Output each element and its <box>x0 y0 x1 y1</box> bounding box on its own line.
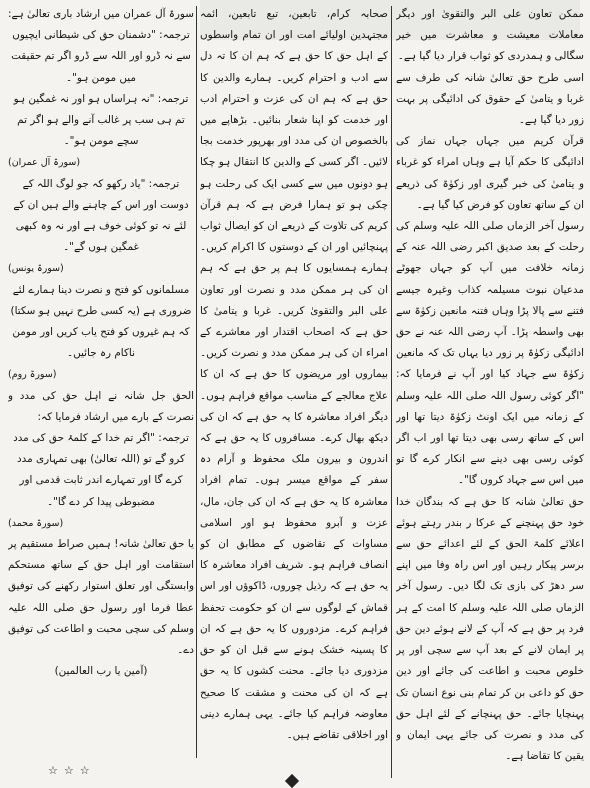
closing-prayer: (آمین یا رب العالمین) <box>54 665 148 678</box>
column-divider <box>196 6 197 758</box>
paragraph: رسول آخر الزماں صلی اللہ علیہ وسلم کی رحلت کے بعد صدیق اکبر رضی اللہ عنہ کے زمانہ خلافت میں آپ کو جہاں جھوٹے مدعیان نبوت مسیلمہ کذاب وغیرہ جیسے فتنے سے پالا پڑا وہاں فتنہ مانعین زکوٰۃ سے بھی واسطہ پڑا۔ آپ رضی اللہ عنہ نے حق ادائیگی زکوٰۃ پر زور دیا یہاں تک کہ مانعین زکوٰۃ سے جہاد کیا اور آپ نے فرمایا کہ: "اگر کوئی رسول اللہ صلی اللہ علیہ وسلم کے زمانہ میں ایک اونٹ زکوٰۃ دیتا تھا اور اس کے ساتھ رسی بھی دیتا تھا اور اب اگر کوئی رسی بھی دینے سے انکار کرے گا تو میں اس سے جہاد کروں گا"۔ <box>396 220 584 487</box>
verse-translation: ترجمہ: "اگر تم خدا کے کلمۂ حق کی مدد کرو گے تو (اللہ تعالیٰ) بھی تمہاری مدد کرے گا اور تمہارے اندر ثابت قدمی اور مضبوطی پیدا کر دے گا"۔ <box>13 432 189 508</box>
column-left <box>8 4 194 764</box>
column-middle <box>200 4 388 764</box>
verse-translation: ترجمہ: "یاد رکھو کہ جو لوگ اللہ کے دوست اور اس کے چاہنے والے ہیں ان کے لئے نہ تو کوئی خوف ہے اور نہ وہ کبھی غمگین ہوں گے"۔ <box>13 177 189 254</box>
paragraph: ممکن تعاون علی البر والتقویٰ اور دیگر معاملات معیشت و معاشرت میں خیر سگالی و ہمدردی کو ثواب قرار دیا گیا ہے۔ <box>396 8 584 63</box>
verse-translation: مسلمانوں کو فتح و نصرت دینا ہمارے لئے ضروری ہے (یہ کسی طرح نہیں ہو سکتا) کہ ہم غیروں کو فتح یاب کریں اور مومن ناکام رہ جائیں۔ <box>10 283 192 360</box>
paragraph: سورۃ آل عمران میں ارشاد باری تعالیٰ ہے: <box>8 8 194 20</box>
verse-reference: (سورۃ آل عمران) <box>8 157 81 169</box>
paragraph: الحق جل شانہ نے اہل حق کی مدد و نصرت کے بارے میں ارشاد فرمایا کہ: <box>8 389 194 423</box>
column-right <box>396 4 584 782</box>
paragraph: صحابہ کرام، تابعین، تبع تابعین، ائمہ مجتہدین اولیائے امت اور ان تمام واسطوں کے اہل حق کا حق ہے کہ ہم ان کا تہ دل سے ادب و احترام کریں۔ ہمارے والدین کا حق ہے کہ ہم ان کی عزت و احترام ادب اور خدمت کو اپنا شعار بنائیں۔ بڑھاپے میں بالخصوص ان کی مدد اور بھرپور خدمت بجا لائیں۔ اگر کسی کے والدین کا انتقال ہو چکا ہو دونوں میں سے کسی ایک کی رحلت ہو چکی ہو تو ہمارا فرض ہے کہ ہم قرآن کریم کی تلاوت کے ذریعے ان کو ایصال ثواب پہنچائیں اور ان کے دوستوں کا اکرام کریں۔ ہمارے ہمسایوں کا ہم پر حق ہے کہ ہم ان کی ہر ممکن مدد و نصرت اور تعاون علی البر والتقویٰ کریں۔ غربا و یتامیٰ کا حق ہے کہ اصحاب اقتدار اور معاشرے کے امراء ان کی ہر ممکن مدد و نصرت کریں۔ بیماروں اور مریضوں کا حق ہے کہ ان کا علاج معالجے کے مناسب مواقع فراہم ہوں۔ دیگر افراد معاشرہ کا یہ حق ہے کہ ان کی دیکھ بھال کرے۔ مسافروں کا یہ حق ہے کہ اندرون و بیرون ملک محفوظ و آرام دہ سفر کے مواقع میسر ہوں۔ تمام افراد معاشرہ کا یہ حق ہے کہ ان کی جان، مال، عزت و آبرو محفوظ ہو اور اسلامی مساوات کے تقاضوں کے مطابق ان کو انصاف فراہم ہو۔ شریف افراد معاشرہ کا یہ حق ہے کہ رذیل چوروں، ڈاکوؤں اور اس قماش کے لوگوں سے ان کو حکومت تحفظ فراہم کرے۔ مزدوروں کا یہ حق ہے کہ ان کا پسینہ خشک ہونے سے قبل ان کو حق مزدوری دیا جائے۔ محنت کشوں کا یہ حق ہے کہ ان کی محنت و مشقت کا صحیح معاوضہ فراہم کیا جائے۔ یہی ہمارے دینی اور اخلاقی تقاضے ہیں۔ <box>200 8 388 741</box>
verse-reference: (سورۃ یونس) <box>8 263 64 275</box>
paragraph: حق تعالیٰ شانہ کا حق ہے کہ بندگان خدا خود حق پہنچنے کے عرکا ر بندر رہتے ہوئے اعلائے کلمۃ الحق کے لئے اعدائے حق سے برسر پیکار رہیں اور اس راہ وفا میں اپنے سر دھڑ کی بازی تک لگا دیں۔ رسول آخر الزماں صلی اللہ علیہ وسلم کا امت کے ہر فرد پر حق ہے کہ آپ کے لانے ہوئے دین حق پر ایمان لانے کے بعد آپ سے سچی اور پر خلوص محبت و اطاعت کی جائے اور دین حق کو داعی بن کر تمام بنی نوع انسان تک پہنچایا جائے۔ حق پہنچانے کے لئے اہل حق کی مدد و نصرت کی جائے یہی ایمان و یقین کا تقاضا ہے۔ <box>396 495 584 763</box>
verse-translation: ترجمہ: "نہ ہراساں ہو اور نہ غمگین ہو تم ہی سب پر غالب آنے والے ہو اگر تم سچے مومن ہو"۔ <box>13 92 189 148</box>
star-ornament: ☆☆☆ <box>48 764 96 777</box>
verse-reference: (سورۃ روم) <box>8 369 57 381</box>
column-divider <box>391 6 392 778</box>
verse-translation: ترجمہ: "دشمنان حق کی شیطانی ایچیوں سے نہ ڈرو اور اللہ سے ڈرو اگر تم حقیقت میں مومن ہو"۔ <box>11 29 191 84</box>
paragraph: اسی طرح حق تعالیٰ شانہ کی طرف سے غربا و یتامیٰ کے حقوق کی ادائیگی پر بہت زور دیا گیا ہے۔ <box>396 71 584 127</box>
verse-reference: (سورۃ محمد) <box>8 517 64 529</box>
paragraph: قرآن کریم میں جہاں جہاں نماز کی ادائیگی کا حکم آیا ہے وہاں امراء کو غرباء و یتامیٰ کی خبر گیری اور زکوٰۃ کی ذریعے ان کے ساتھ تعاون کو فرض کیا گیا ہے۔ <box>396 135 584 211</box>
paragraph: یا حق تعالیٰ شانہ! ہمیں صراط مستقیم پر استقامت اور اہل حق کے ساتھ مستحکم وابستگی اور تعلق استوار رکھنے کی توفیق عطا فرما اور رسول حق صلی اللہ علیہ وسلم کی سچی محبت و اطاعت کی توفیق دے۔ <box>8 538 194 657</box>
